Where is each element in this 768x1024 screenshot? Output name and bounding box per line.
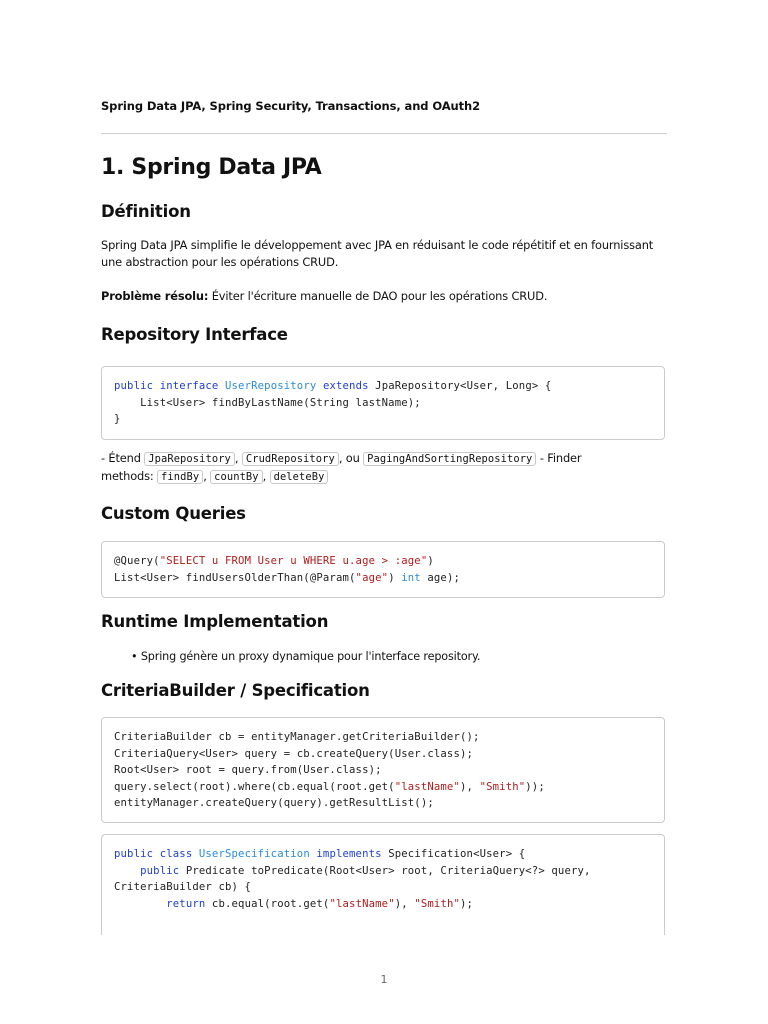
repository-heading: Repository Interface [101,325,288,344]
section-title: 1. Spring Data JPA [101,155,322,180]
code-block-criteria-builder: CriteriaBuilder cb = entityManager.getCriteriaBuilder(); CriteriaQuery<User> query = cb.createQuery(User.class); Root<User> root = query.from(User.class); query.select(root).where(cb.equal(root.get("lastName"), "Smith")); entityManager.createQuery(query).getResultList(); [101,717,665,823]
repository-note: - Étend JpaRepository , CrudRepository , ou PagingAndSortingRepository - Finder methods: findBy , countBy , deleteBy [101,451,582,483]
runtime-bullet: • Spring génère un proxy dynamique pour l'interface repository. [131,650,481,663]
custom-queries-heading: Custom Queries [101,504,246,523]
problem-paragraph [101,288,671,305]
code-block-repository: public interface UserRepository extends JpaRepository<User, Long> { List<User> findByLastName(String lastName); } [101,366,665,440]
code-findby: findBy [157,470,203,484]
page-number: 1 [380,973,388,986]
problem-label: Problème résolu: [101,289,209,303]
code-jparepository: JpaRepository [144,452,235,466]
definition-heading: Définition [101,202,191,221]
header-divider [101,133,667,134]
code-deleteby: deleteBy [270,470,329,484]
code-crudrepository: CrudRepository [242,452,339,466]
runtime-heading: Runtime Implementation [101,612,329,631]
code-pagingandsortingrepository: PagingAndSortingRepository [363,452,536,466]
criteria-heading: CriteriaBuilder / Specification [101,681,370,700]
code-block-custom-queries: @Query("SELECT u FROM User u WHERE u.age > :age") List<User> findUsersOlderThan(@Param("age") int age); [101,541,665,598]
running-header: Spring Data JPA, Spring Security, Transactions, and OAuth2 [101,99,480,113]
code-countby: countBy [210,470,263,484]
definition-paragraph: Spring Data JPA simplifie le développement avec JPA en réduisant le code répétitif et en fournissant une abstraction pour les opérations CRUD. [101,238,654,269]
problem-text: Éviter l'écriture manuelle de DAO pour les opérations CRUD. [208,289,548,303]
code-block-specification: public class UserSpecification implements Specification<User> { public Predicate toPredicate(Root<User> root, CriteriaQuery<?> query, CriteriaBuilder cb) { return cb.equal(root.get("lastName"), "Smith"); [101,834,665,935]
